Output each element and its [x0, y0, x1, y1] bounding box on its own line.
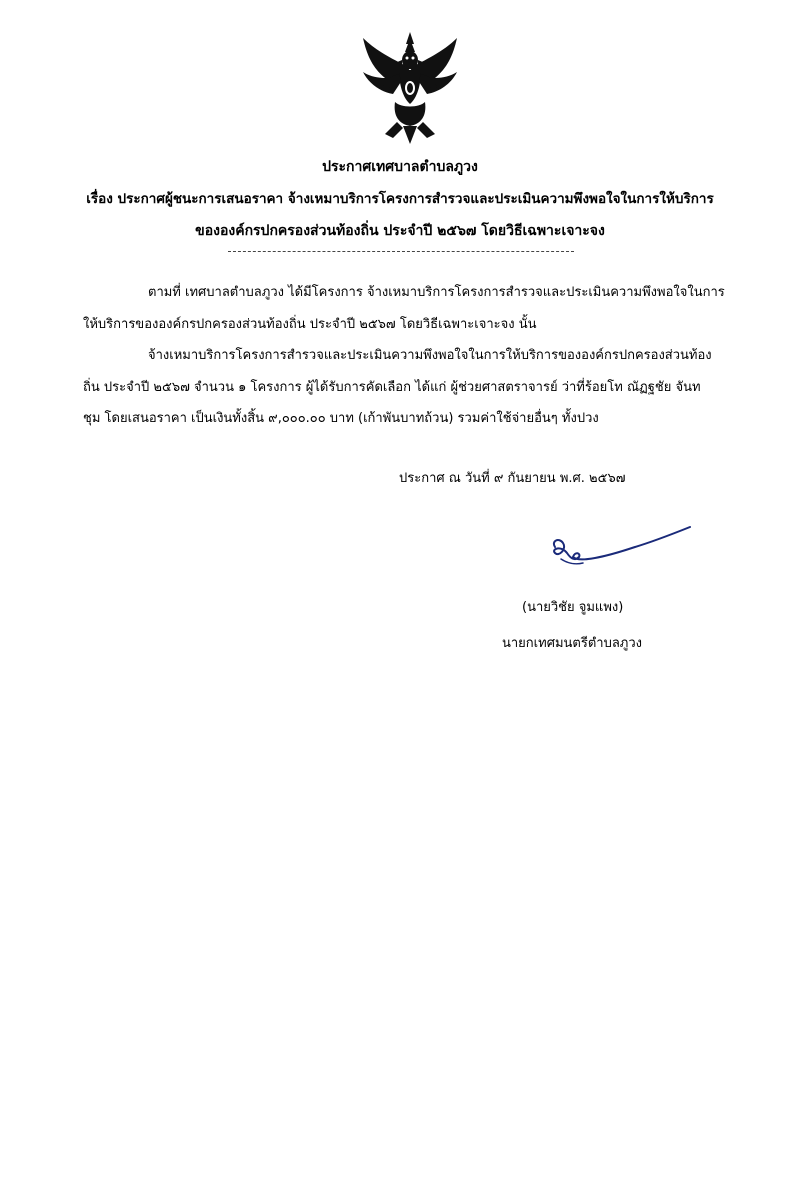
paragraph-2-line-1: จ้างเหมาบริการโครงการสำรวจและประเมินความพึงพอใจในการให้บริการขององค์กรปกครองส่วนท้อง — [148, 348, 712, 363]
paragraph-1-line-2: ให้บริการขององค์กรปกครองส่วนท้องถิ่น ประจำปี ๒๕๖๗ โดยวิธีเฉพาะเจาะจง นั้น — [83, 317, 537, 332]
paragraph-2-line-3: ชุม โดยเสนอราคา เป็นเงินทั้งสิ้น ๙,๐๐๐.๐๐ บาท (เก้าพันบาทถ้วน) รวมค่าใช้จ่ายอื่นๆ ทั้งปวง — [83, 411, 599, 426]
subject-line-2: ขององค์กรปกครองส่วนท้องถิ่น ประจำปี ๒๕๖๗ โดยวิธีเฉพาะเจาะจง — [195, 223, 605, 239]
signer-position: นายกเทศมนตรีตำบลภูวง — [502, 636, 642, 651]
signer-name: (นายวิชัย จูมแพง) — [522, 600, 624, 615]
separator-rule — [228, 251, 574, 252]
announcement-title: ประกาศเทศบาลตำบลภูวง — [322, 159, 478, 175]
subject-line-1: เรื่อง ประกาศผู้ชนะการเสนอราคา จ้างเหมาบริการโครงการสำรวจและประเมินความพึงพอใจในการให้บริการ — [86, 191, 714, 207]
paragraph-1-line-1: ตามที่ เทศบาลตำบลภูวง ได้มีโครงการ จ้างเหมาบริการโครงการสำรวจและประเมินความพึงพอใจในการ — [148, 285, 725, 300]
announcement-date: ประกาศ ณ วันที่ ๙ กันยายน พ.ศ. ๒๕๖๗ — [399, 471, 626, 486]
handwritten-signature — [545, 523, 695, 575]
paragraph-2-line-2: ถิ่น ประจำปี ๒๕๖๗ จำนวน ๑ โครงการ ผู้ได้รับการคัดเลือก ได้แก่ ผู้ช่วยศาสตราจารย์ ว่าที่ร้อยโท ณัฏฐชัย จันท — [83, 380, 701, 395]
garuda-emblem-icon — [355, 30, 465, 145]
